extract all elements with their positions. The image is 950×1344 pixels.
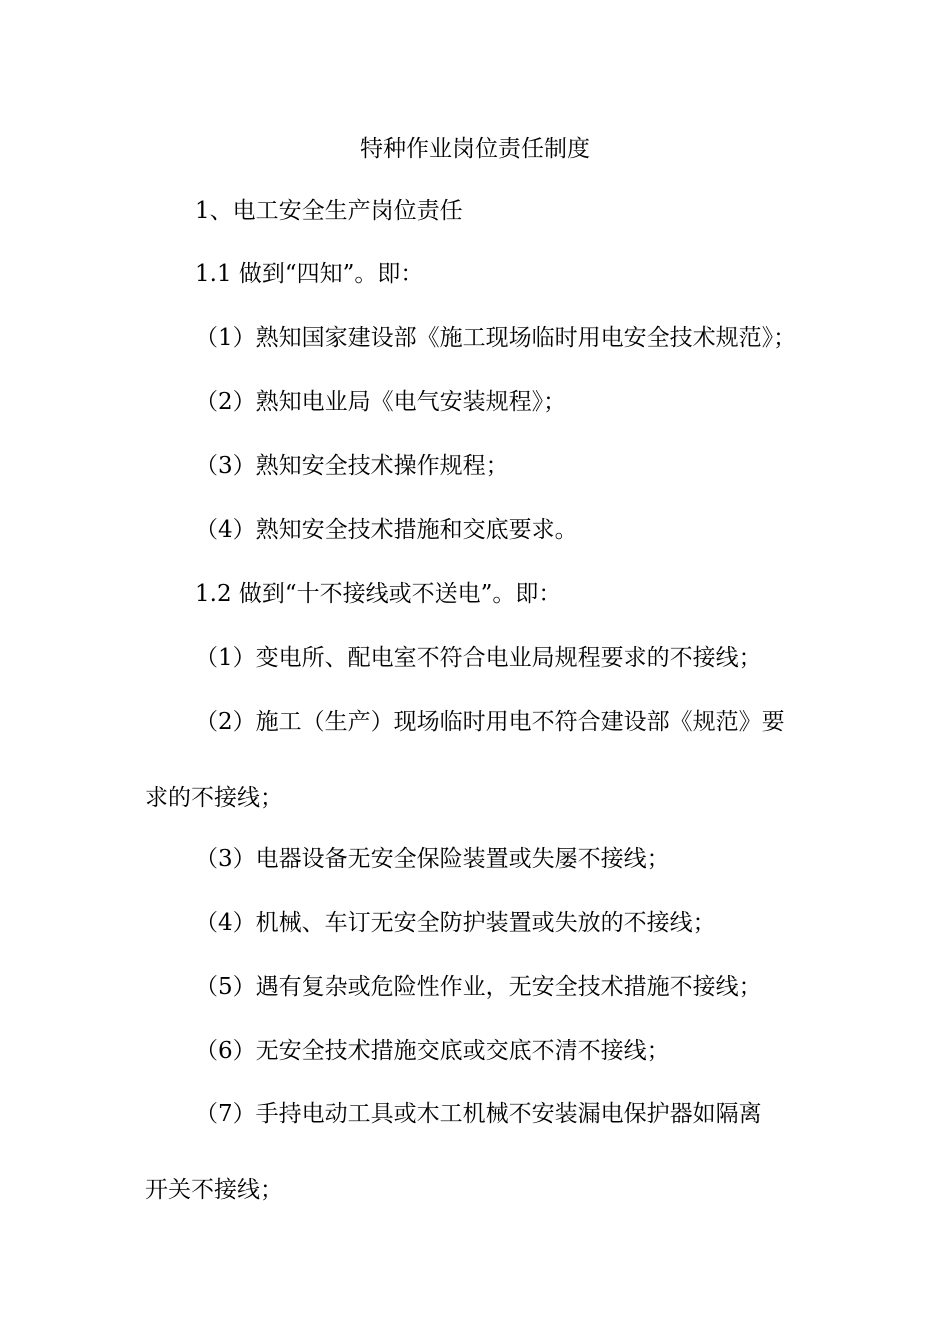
list-item: （2）熟知电业局《电气安装规程》； (195, 389, 567, 415)
list-item: （6）无安全技术措施交底或交底不清不接线； (195, 1038, 670, 1064)
list-item: （3）熟知安全技术操作规程； (195, 453, 509, 479)
list-item-continuation: 求的不接线； (145, 785, 283, 811)
page-title: 特种作业岗位责任制度 (360, 136, 590, 162)
list-item: （2）施工（生产）现场临时用电不符合建设部《规范》要 (195, 709, 785, 735)
section-heading: 1、电工安全生产岗位责任 (195, 198, 463, 224)
list-item: （4）熟知安全技术措施和交底要求。 (195, 517, 578, 543)
list-item: （1）变电所、配电室不符合电业局规程要求的不接线； (195, 645, 762, 671)
list-item: （7）手持电动工具或木工机械不安装漏电保护器如隔离 (195, 1101, 762, 1127)
subsection-heading: 1.2 做到“十不接线或不送电”。即： (195, 581, 562, 607)
subsection-heading: 1.1 做到“四知”。即： (195, 261, 424, 287)
list-item: （5）遇有复杂或危险性作业，无安全技术措施不接线； (195, 974, 762, 1000)
list-item-continuation: 开关不接线； (145, 1177, 283, 1203)
list-item: （3）电器设备无安全保险装置或失屡不接线； (195, 846, 670, 872)
list-item: （1）熟知国家建设部《施工现场临时用电安全技术规范》； (195, 325, 797, 351)
list-item: （4）机械、车订无安全防护装置或失放的不接线； (195, 910, 716, 936)
